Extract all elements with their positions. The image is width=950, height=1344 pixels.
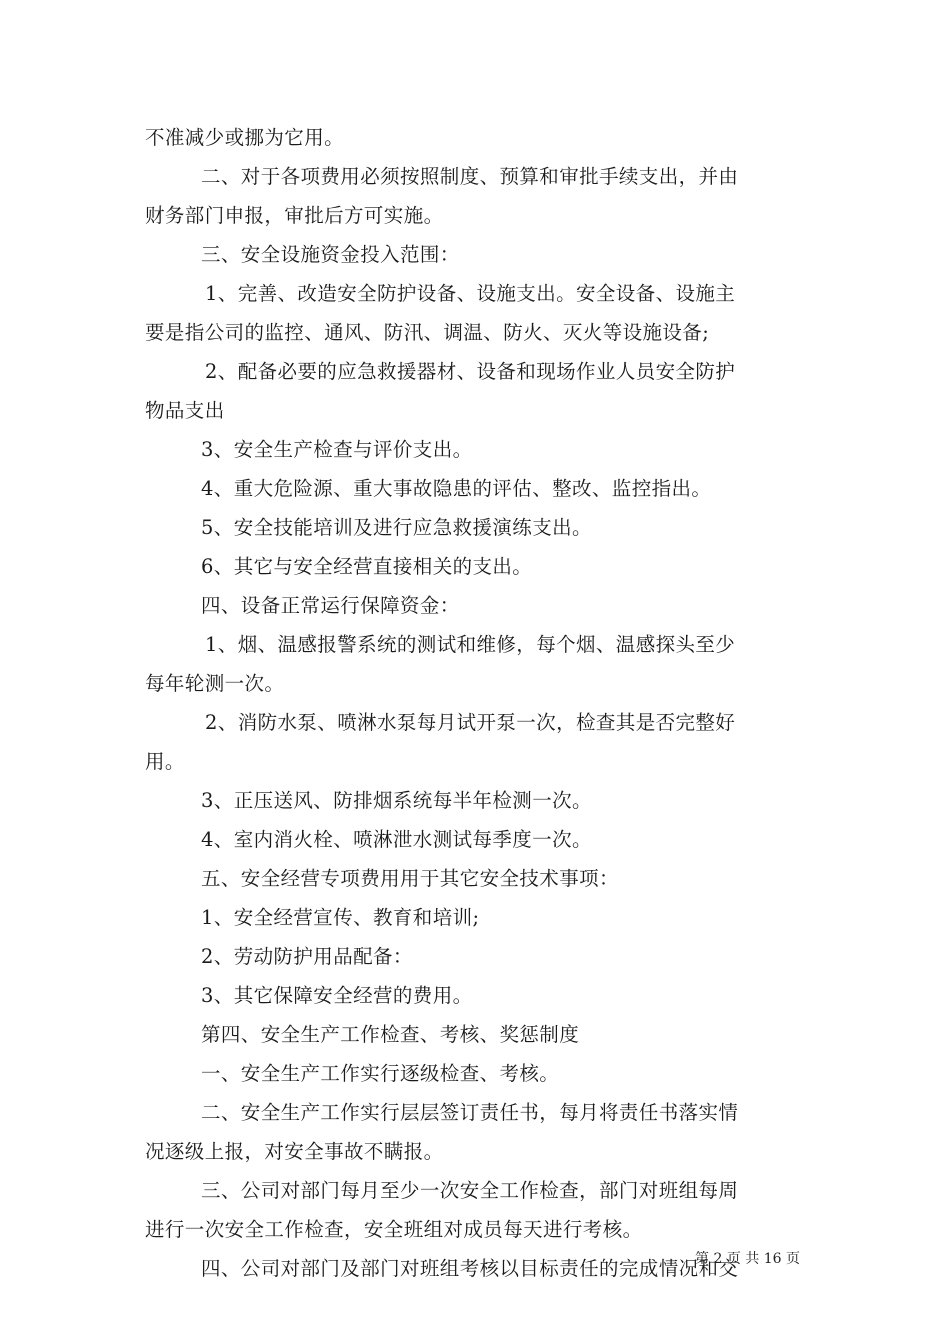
text-line: 一、安全生产工作实行逐级检查、考核。 [201,1062,560,1085]
text-line: 5、安全技能培训及进行应急救援演练支出。 [201,516,592,539]
text-line: 要是指公司的监控、通风、防汛、调温、防火、灭火等设施设备; [145,321,710,344]
text-line: 3、其它保障安全经营的费用。 [201,984,473,1007]
text-line: 用。 [145,750,185,773]
text-line: 2、配备必要的应急救援器材、设备和现场作业人员安全防护 [205,360,736,383]
text-line: 1、完善、改造安全防护设备、设施支出。安全设备、设施主 [205,282,736,305]
text-line: 二、安全生产工作实行层层签订责任书，每月将责任书落实情 [201,1101,739,1124]
text-line: 五、安全经营专项费用用于其它安全技术事项： [201,867,619,890]
text-line: 况逐级上报，对安全事故不瞒报。 [145,1140,444,1163]
text-line: 四、公司对部门及部门对班组考核以目标责任的完成情况和交 [201,1257,739,1280]
text-line: 二、对于各项费用必须按照制度、预算和审批手续支出，并由 [201,165,739,188]
text-line: 2、消防水泵、喷淋水泵每月试开泵一次，检查其是否完整好 [205,711,736,734]
text-line: 3、正压送风、防排烟系统每半年检测一次。 [201,789,592,812]
text-line: 四、设备正常运行保障资金： [201,594,460,617]
text-line: 1、烟、温感报警系统的测试和维修，每个烟、温感探头至少 [205,633,736,656]
text-line: 1、安全经营宣传、教育和培训; [201,906,480,929]
text-line: 财务部门申报，审批后方可实施。 [145,204,444,227]
text-line: 不准减少或挪为它用。 [145,126,345,149]
page-number: 第 2 页 共 16 页 [695,1251,800,1267]
section-heading: 第四、安全生产工作检查、考核、奖惩制度 [201,1023,580,1046]
text-line: 2、劳动防护用品配备： [201,945,413,968]
text-line: 三、公司对部门每月至少一次安全工作检查，部门对班组每周 [201,1179,739,1202]
text-line: 3、安全生产检查与评价支出。 [201,438,473,461]
text-line: 4、重大危险源、重大事故隐患的评估、整改、监控指出。 [201,477,712,500]
text-line: 6、其它与安全经营直接相关的支出。 [201,555,533,578]
text-line: 三、安全设施资金投入范围： [201,243,460,266]
text-line: 进行一次安全工作检查，安全班组对成员每天进行考核。 [145,1218,643,1241]
text-line: 4、室内消火栓、喷淋泄水测试每季度一次。 [201,828,592,851]
text-line: 物品支出 [145,399,225,422]
text-line: 每年轮测一次。 [145,672,285,695]
document-body [145,118,810,1288]
